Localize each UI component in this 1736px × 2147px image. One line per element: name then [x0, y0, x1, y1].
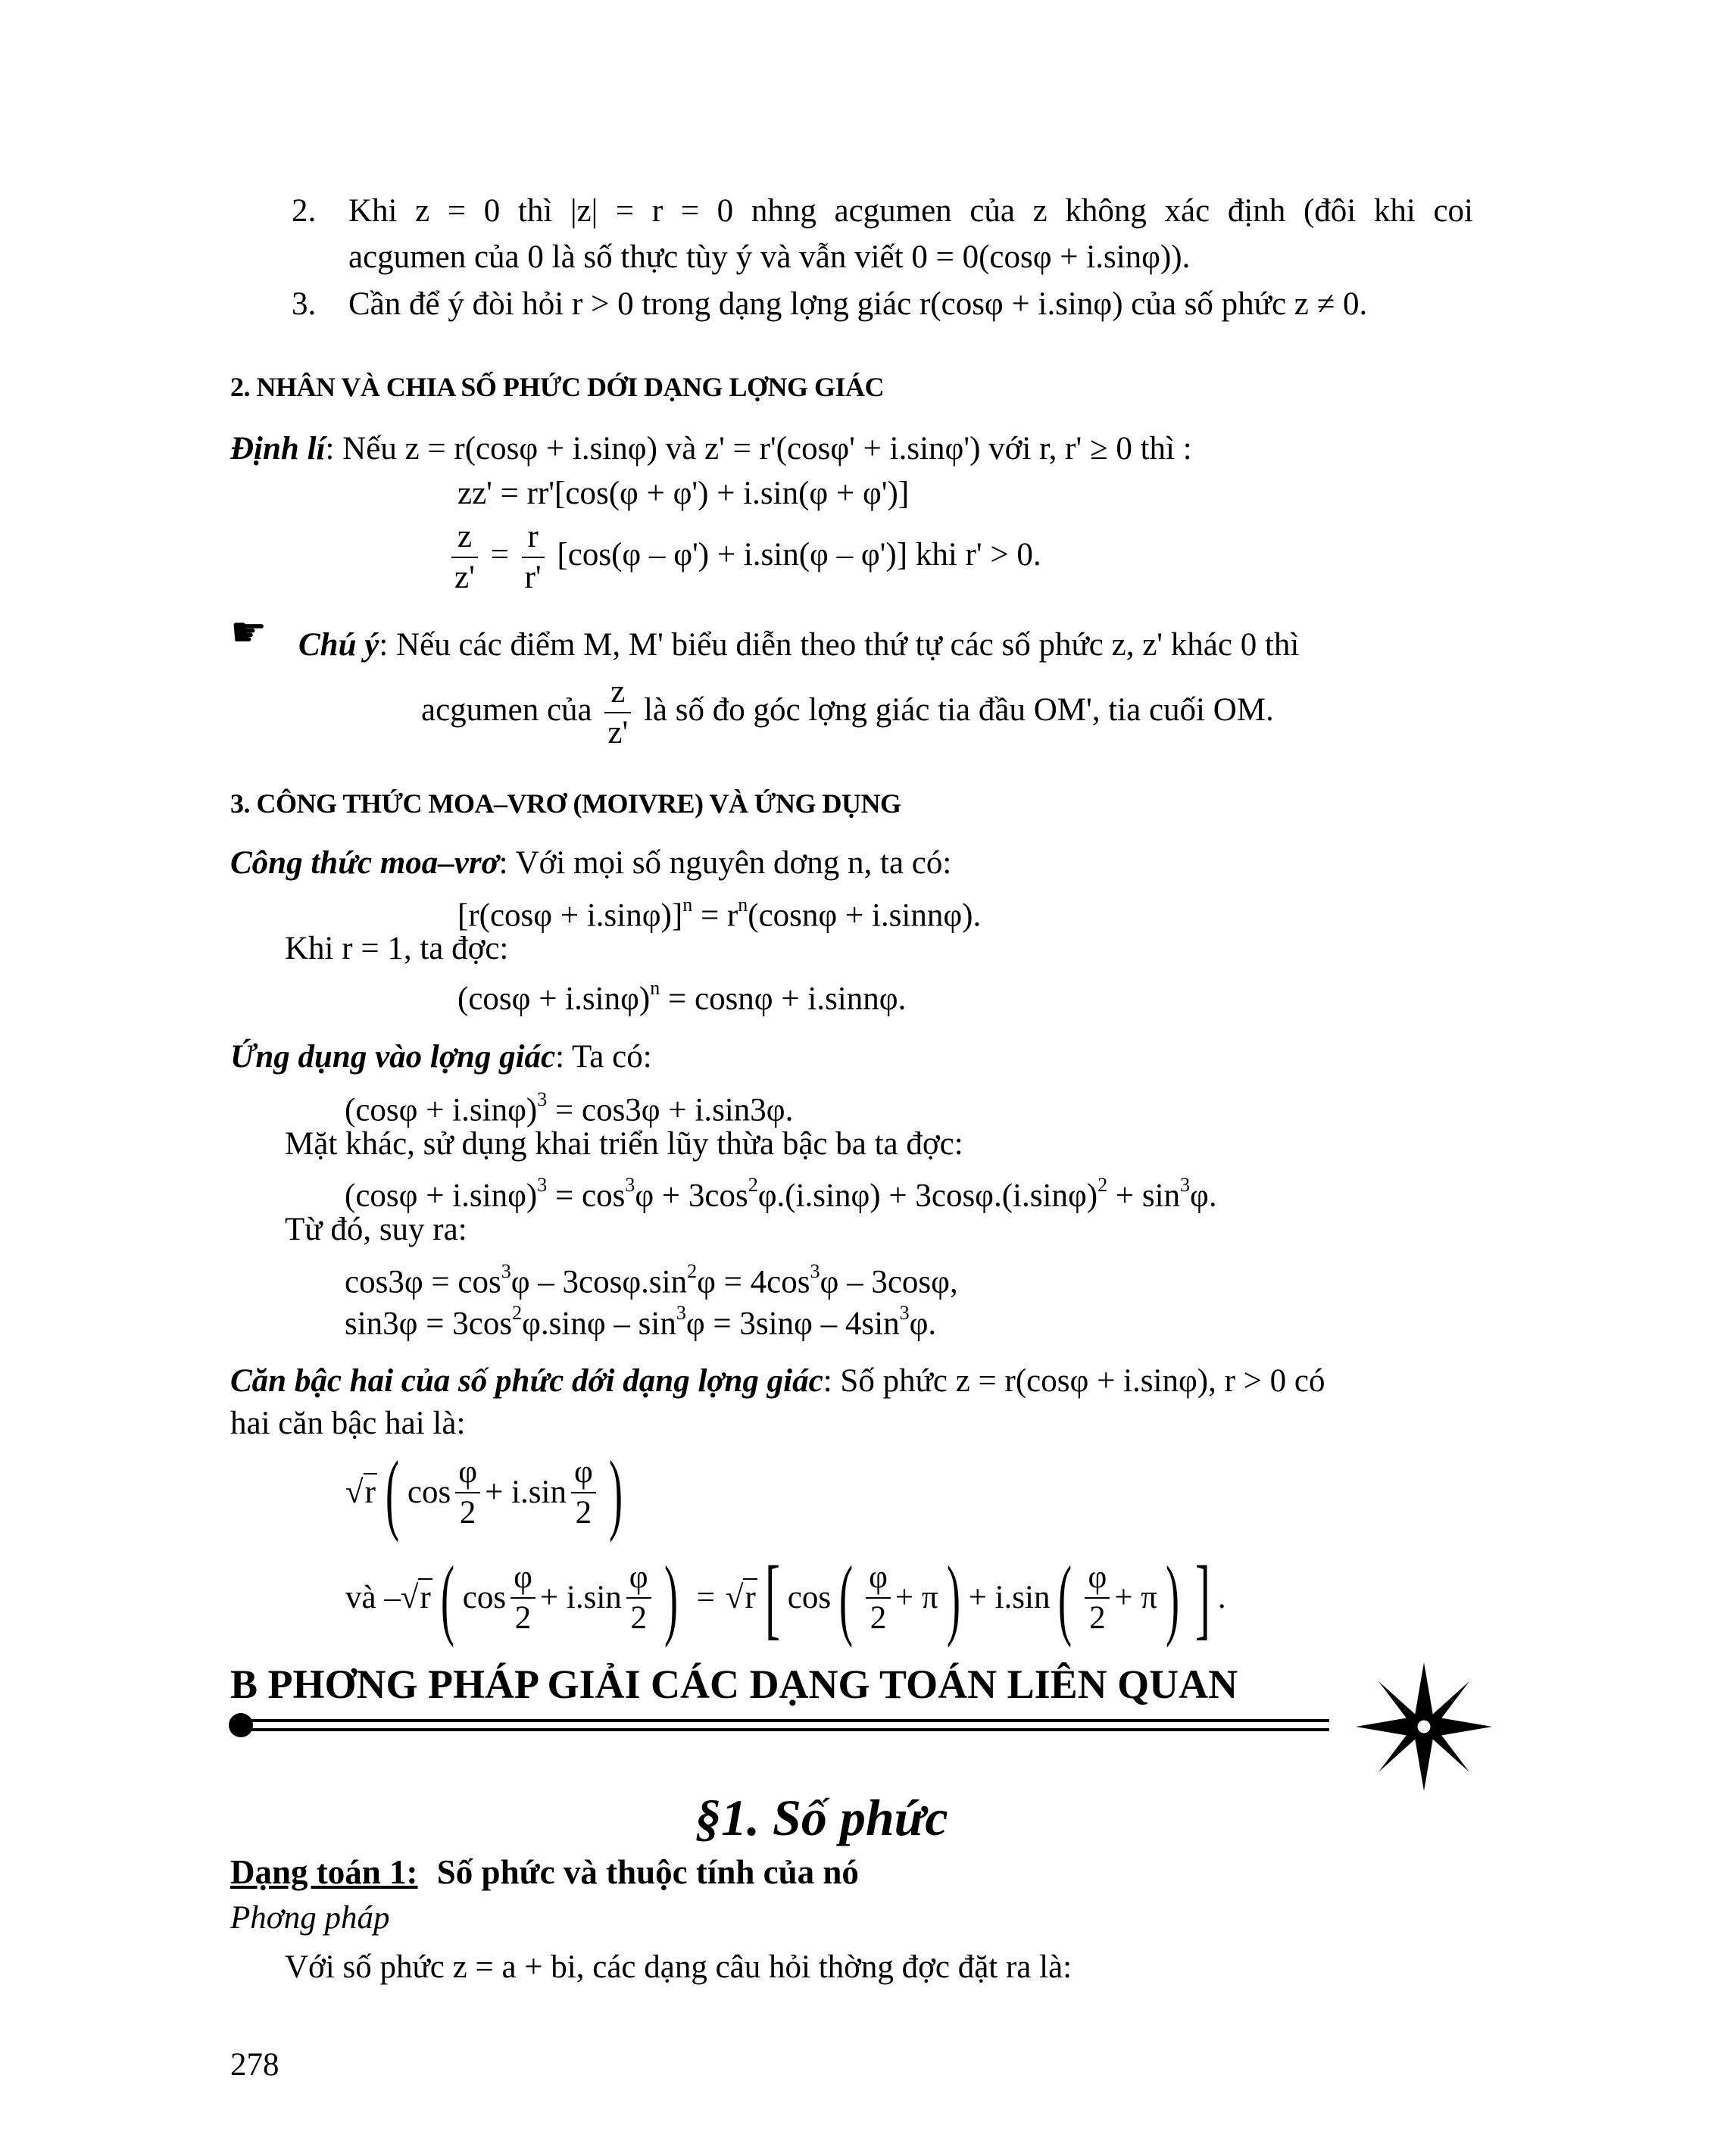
sqrt-formula-1: √r ( cos $\frac{\varphi}{2}$ + i.sin $\frac{\varphi}{2}$ ): [345, 1442, 623, 1543]
dang-toan-label: Dạng toán 1:: [230, 1853, 418, 1891]
application-line6: $\sin 3\varphi = 3\cos^2\varphi.\sin\varphi - \sin^3\varphi = 3\sin\varphi - 4\sin^3\varphi$.: [345, 1302, 937, 1342]
fraction-z-over-zprime-note: $\frac{z}{z'}$: [604, 672, 631, 753]
page-number: 278: [230, 2047, 279, 2083]
note-2-number: 2.: [292, 193, 317, 229]
fraction-z-over-zprime: $\frac{z}{z'}$: [451, 517, 478, 598]
formula-product: zz' = rr'[cos(φ + φ') + i.sin(φ + φ')]: [457, 476, 910, 511]
section-title: §1. Số phức: [695, 1789, 948, 1846]
application-line2: Mặt khác, sử dụng khai triển lũy thừa bậc ba ta đợc:: [285, 1126, 963, 1162]
dang-toan-line: [230, 1851, 859, 1893]
compass-star-icon: [1356, 1662, 1492, 1791]
application-line1: $(\cos\varphi + i.\sin\varphi)^3 = \cos 3\varphi + i.\sin 3\varphi$.: [345, 1088, 794, 1128]
part-b-title: B PHƠNG PHÁP GIẢI CÁC DẠNG TOÁN LIÊN QUAN: [230, 1662, 1238, 1707]
note-3-line1: Cần để ý đòi hỏi r > 0 trong dạng lợng giác r(cosφ + i.sinφ) của số phức z ≠ 0.: [348, 286, 1368, 322]
note-label: Chú ý: [298, 627, 379, 663]
moivre-formula: $[r(\cos\varphi + i.\sin\varphi)]^n = r^n(\cos n\varphi + i.\sin n\varphi)$.: [457, 894, 982, 934]
note-2-line1: Khi z = 0 thì |z| = r = 0 nhng acgumen của z không xác định (đôi khi coi: [348, 193, 1473, 229]
sqrt-symbol: √r: [725, 1580, 756, 1615]
dang-toan-text: Số phức và thuộc tính của nó: [436, 1853, 859, 1891]
note-paragraph: [298, 625, 1299, 666]
sqrt-symbol: √r: [345, 1475, 376, 1510]
formula-quotient: $\frac{z}{z'}$ = $\frac{r}{r'}$ [cos(φ – φ') + i.sin(φ – φ')] khi r' > 0.: [447, 517, 1041, 598]
method-label: Phơng pháp: [230, 1900, 390, 1936]
sqrt-symbol: √r: [400, 1580, 431, 1615]
moivre-paragraph: Công thức moa–vrơ: Với mọi số nguyên dơng n, ta có:: [230, 845, 952, 881]
moivre-formula-r1: $(\cos\varphi + i.\sin\varphi)^n = \cos n\varphi + i.\sin n\varphi$.: [457, 977, 907, 1017]
theorem-paragraph: [230, 429, 1192, 470]
method-intro: Với số phức z = a + bi, các dạng câu hỏi thờng đợc đặt ra là:: [285, 1949, 1073, 1985]
application-paragraph: Ứng dụng vào lợng giác: Ta có:: [230, 1039, 652, 1075]
moivre-case-r1: Khi r = 1, ta đợc:: [285, 931, 509, 966]
sqrt-line2: hai căn bậc hai là:: [230, 1406, 466, 1441]
pointing-hand-icon: ☛: [230, 610, 267, 655]
application-line3: $(\cos\varphi + i.\sin\varphi)^3 = \cos^3\varphi + 3\cos^2\varphi.(i.\sin\varphi) + 3\cos\varphi.(i.\sin\varphi)^2 + \sin^3\varphi$.: [345, 1174, 1217, 1214]
section-3-heading: 3. CÔNG THỨC MOA–VRƠ (MOIVRE) VÀ ỨNG DỤNG: [230, 788, 901, 819]
note-3-number: 3.: [292, 286, 317, 322]
sqrt-formula-2: và – √r ( cos $\frac{\varphi}{2}$ + i.sin $\frac{\varphi}{2}$ ) = √r [ cos ( $\frac{\varphi}{2}$ + π ) + i.sin ( $\frac{\varphi}{2}$ + π ) ] .: [345, 1547, 1226, 1648]
moivre-label: Công thức moa–vrơ: [230, 845, 499, 881]
application-line4: Từ đó, suy ra:: [285, 1212, 467, 1247]
part-b-rule: [227, 1710, 1333, 1740]
fraction-r-over-rprime: $\frac{r}{r'}$: [522, 517, 545, 598]
application-line5: $\cos 3\varphi = \cos^3\varphi - 3\cos\varphi.\sin^2\varphi = 4\cos^3\varphi - 3\cos\varphi$,: [345, 1260, 958, 1300]
section-2-heading: 2. NHÂN VÀ CHIA SỐ PHỨC DỚI DẠNG LỢNG GIÁC: [230, 372, 885, 402]
note-2-line2: acgumen của 0 là số thực tùy ý và vẫn viết 0 = 0(cosφ + i.sinφ)).: [348, 239, 1191, 275]
theorem-label: Định lí: [230, 431, 326, 467]
note-line2: acgumen của $\frac{z}{z'}$ là số đo góc lợng giác tia đầu OM', tia cuối OM.: [421, 672, 1274, 753]
application-label: Ứng dụng vào lợng giác: [230, 1039, 556, 1075]
theorem-text: : Nếu z = r(cosφ + i.sinφ) và z' = r'(cosφ' + i.sinφ') với r, r' ≥ 0 thì :: [325, 431, 1192, 467]
sqrt-label: Căn bậc hai của số phức dới dạng lợng giác: [230, 1363, 823, 1399]
sqrt-paragraph: Căn bậc hai của số phức dới dạng lợng giác: Số phức z = r(cosφ + i.sinφ), r > 0 có: [230, 1363, 1325, 1399]
note-text: : Nếu các điểm M, M' biểu diễn theo thứ tự các số phức z, z' khác 0 thì: [379, 627, 1300, 663]
